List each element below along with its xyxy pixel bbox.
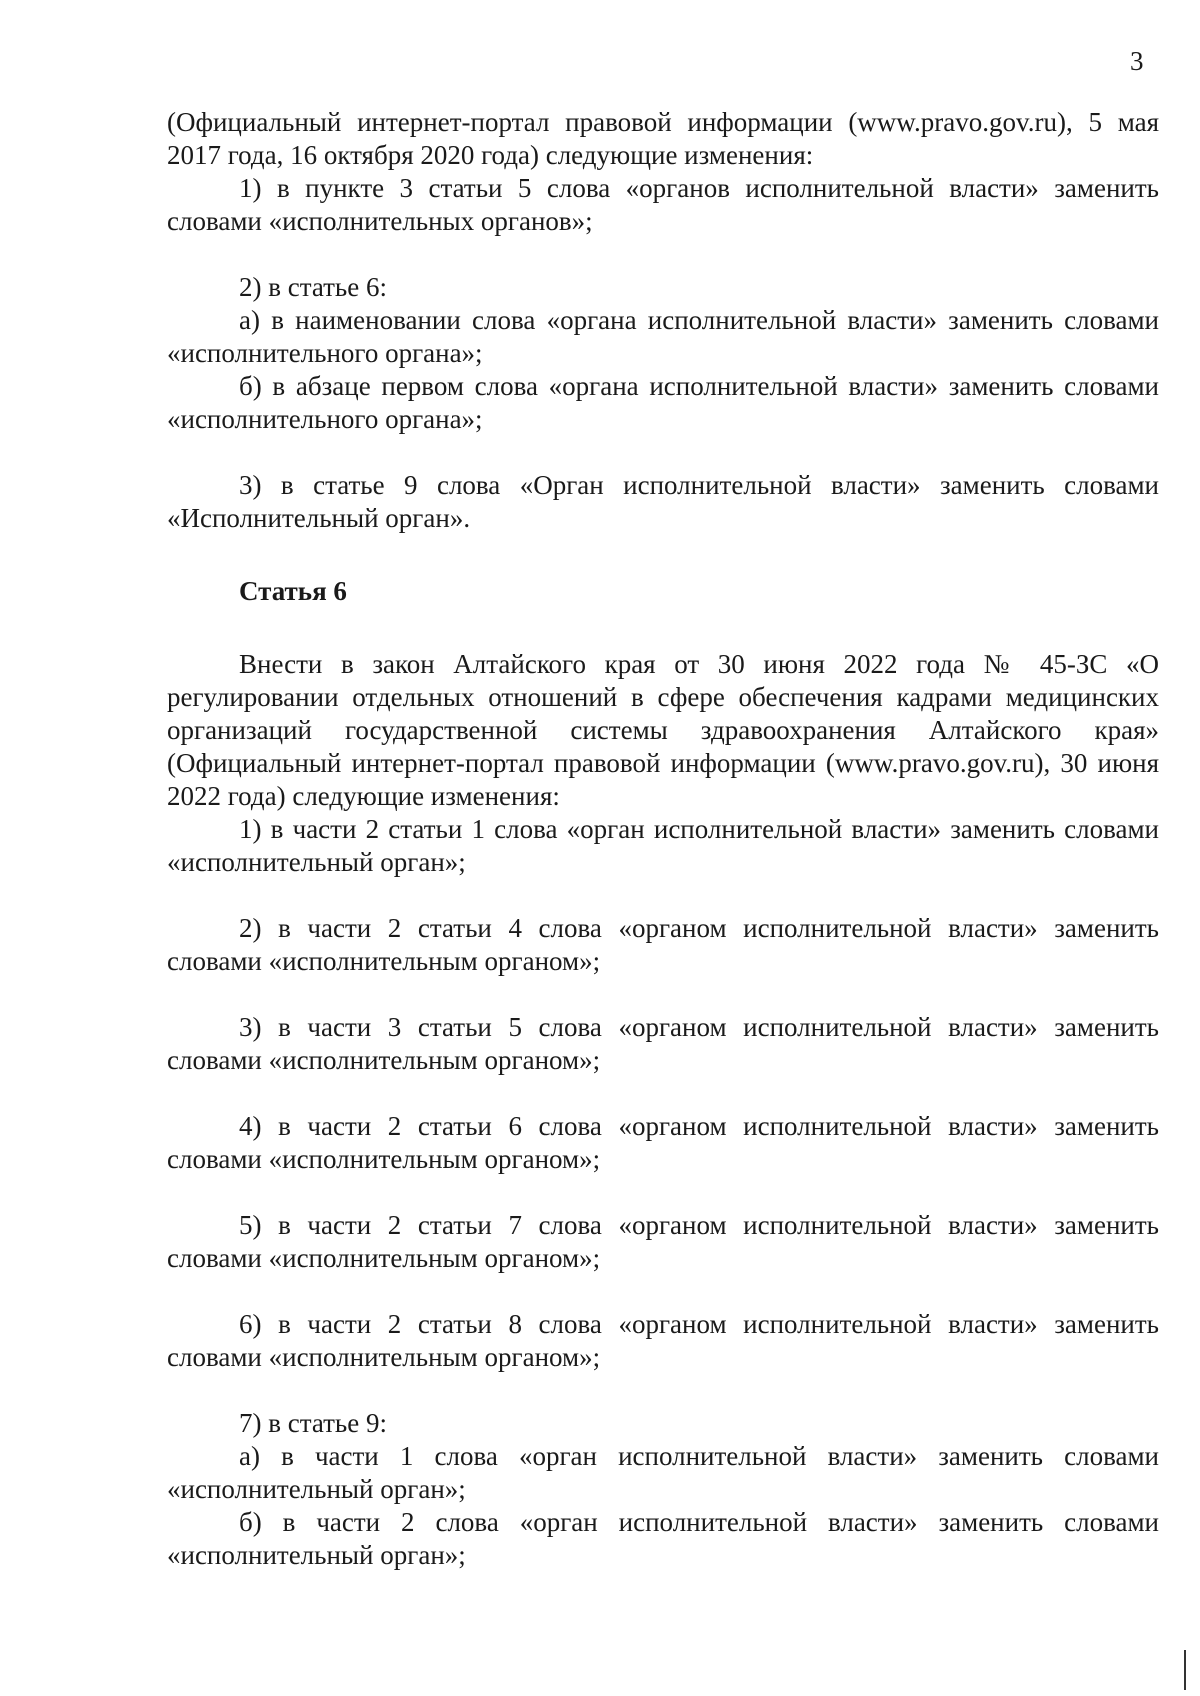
- paragraph-intro-continuation: (Официальный интернет-портал правовой информации (www.pravo.gov.ru), 5 мая 2017 года, 16 октября 2020 года) следующие изменения:: [167, 107, 1159, 170]
- scan-edge-mark: [1184, 1650, 1186, 1690]
- paragraph-item-1: 1) в пункте 3 статьи 5 слова «органов исполнительной власти» заменить словами «исполнительных органов»;: [167, 173, 1159, 236]
- paragraph-item-3: 3) в статье 9 слова «Орган исполнительной власти» заменить словами «Исполнительный орган».: [167, 470, 1159, 533]
- paragraph-article-item-7: 7) в статье 9:: [239, 1408, 387, 1438]
- paragraph-item-2b: б) в абзаце первом слова «органа исполнительной власти» заменить словами «исполнительного органа»;: [167, 371, 1159, 434]
- article-heading: Статья 6: [239, 576, 347, 606]
- paragraph-item-2a: а) в наименовании слова «органа исполнительной власти» заменить словами «исполнительного органа»;: [167, 305, 1159, 368]
- document-body: [167, 106, 1159, 1572]
- paragraph-article-item-6: 6) в части 2 статьи 8 слова «органом исполнительной власти» заменить словами «исполнительным органом»;: [167, 1309, 1159, 1372]
- page-number: 3: [1130, 46, 1144, 76]
- paragraph-article-item-5: 5) в части 2 статьи 7 слова «органом исполнительной власти» заменить словами «исполнительным органом»;: [167, 1210, 1159, 1273]
- paragraph-article-item-3: 3) в части 3 статьи 5 слова «органом исполнительной власти» заменить словами «исполнительным органом»;: [167, 1012, 1159, 1075]
- paragraph-article-item-2: 2) в части 2 статьи 4 слова «органом исполнительной власти» заменить словами «исполнительным органом»;: [167, 913, 1159, 976]
- paragraph-article-item-4: 4) в части 2 статьи 6 слова «органом исполнительной власти» заменить словами «исполнительным органом»;: [167, 1111, 1159, 1174]
- paragraph-article-item-7a: а) в части 1 слова «орган исполнительной власти» заменить словами «исполнительный орган»;: [167, 1441, 1159, 1504]
- paragraph-item-2: 2) в статье 6:: [239, 272, 387, 302]
- paragraph-article-item-7b: б) в части 2 слова «орган исполнительной власти» заменить словами «исполнительный орган»;: [167, 1507, 1159, 1570]
- paragraph-article-item-1: 1) в части 2 статьи 1 слова «орган исполнительной власти» заменить словами «исполнительный орган»;: [167, 814, 1159, 877]
- paragraph-article-intro: Внести в закон Алтайского края от 30 июня 2022 года № 45-ЗС «О регулировании отдельных отношений в сфере обеспечения кадрами медицинских организаций государственной системы здравоохранения Алтайского края» (Официальный интернет-портал правовой информации (www.pravo.gov.ru), 30 июня 2022 года) следующие изменения:: [167, 649, 1159, 811]
